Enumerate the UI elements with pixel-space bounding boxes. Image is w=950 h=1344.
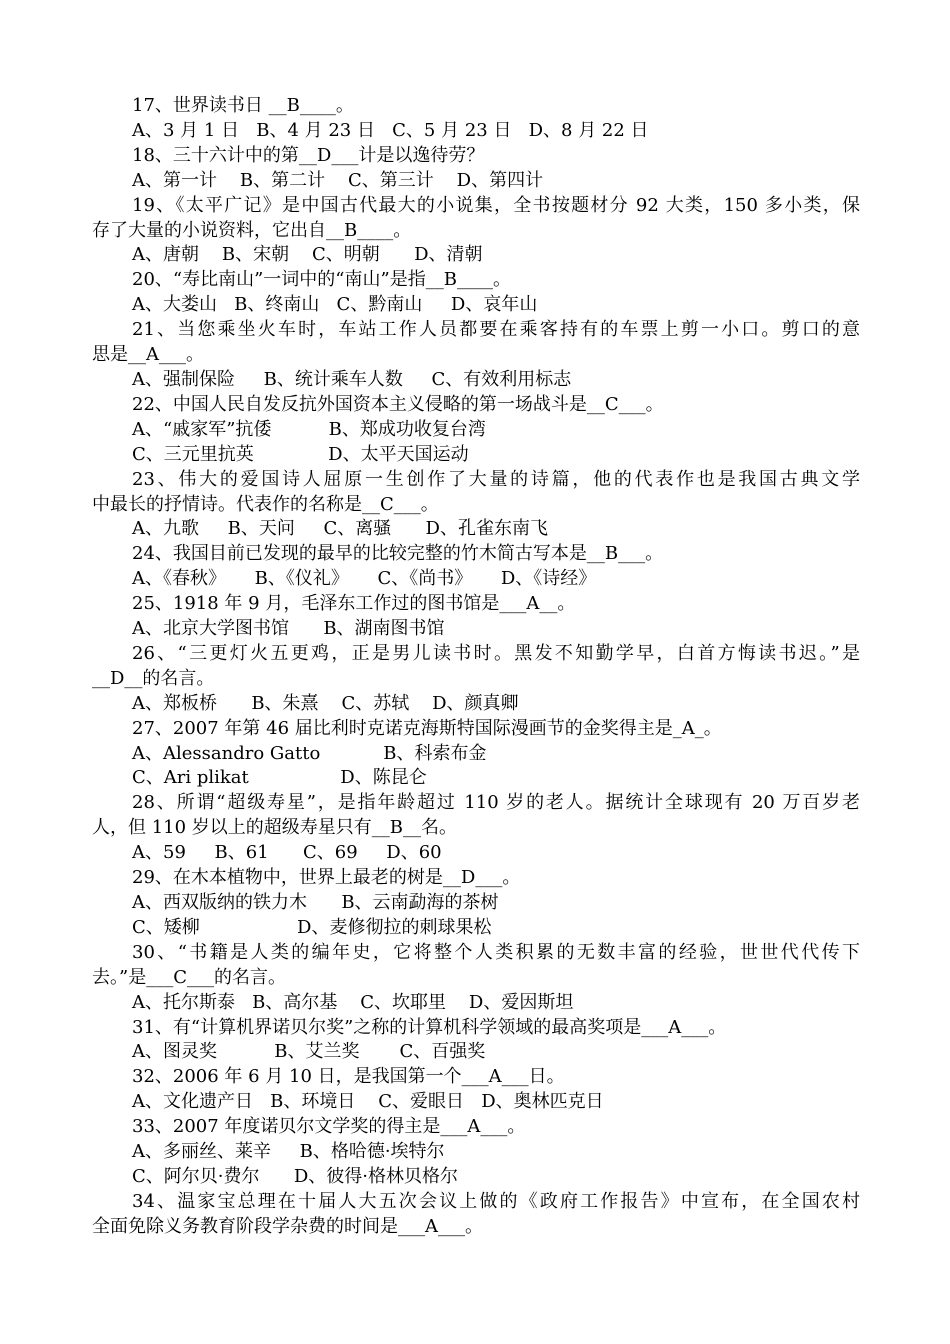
text-line: 全面免除义务教育阶段学杂费的时间是___A___。 xyxy=(92,1215,483,1237)
text-line: 思是__A___。 xyxy=(92,344,204,366)
text-line: A、图灵奖 B、艾兰奖 C、百强奖 xyxy=(132,1041,486,1063)
text-line: 33、2007 年度诺贝尔文学奖的得主是___A___。 xyxy=(132,1116,526,1138)
text-line: A、59 B、61 C、69 D、60 xyxy=(132,842,442,864)
text-line: 20、“寿比南山”一词中的“南山”是指__B____。 xyxy=(132,269,511,291)
text-line: __D__的名言。 xyxy=(92,667,215,689)
text-line: 21、当您乘坐火车时，车站工作人员都要在乘客持有的车票上剪一小口。剪口的意 xyxy=(132,319,860,341)
text-line: C、阿尔贝·费尔 D、彼得·格林贝格尔 xyxy=(132,1165,458,1187)
text-line: 28、所谓“超级寿星”，是指年龄超过 110 岁的老人。据统计全球现有 20 万百岁老 xyxy=(132,792,860,814)
text-line: 24、我国目前已发现的最早的比较完整的竹木简古写本是__B___。 xyxy=(132,543,664,565)
text-line: 31、有“计算机界诺贝尔奖”之称的计算机科学领域的最高奖项是___A___。 xyxy=(132,1016,727,1038)
text-line: 27、2007 年第 46 届比利时克诺克海斯特国际漫画节的金奖得主是_A_。 xyxy=(132,717,722,739)
text-line: A、唐朝 B、宋朝 C、明朝 D、清朝 xyxy=(132,244,483,266)
text-line: C、Ari plikat D、陈昆仑 xyxy=(132,767,427,789)
text-line: 中最长的抒情诗。代表作的名称是__C___。 xyxy=(92,493,439,515)
text-line: C、矮柳 D、麦修彻拉的刺球果松 xyxy=(132,916,492,938)
text-line: 25、1918 年 9 月，毛泽东工作过的图书馆是___A__。 xyxy=(132,593,576,615)
text-line: A、托尔斯泰 B、高尔基 C、坎耶里 D、爱因斯坦 xyxy=(132,991,574,1013)
text-line: 19、《太平广记》是中国古代最大的小说集，全书按题材分 92 大类，150 多小类，保 xyxy=(132,194,860,216)
text-line: A、第一计 B、第二计 C、第三计 D、第四计 xyxy=(132,169,544,191)
document-body xyxy=(92,94,860,1240)
text-line: A、文化遗产日 B、环境日 C、爱眼日 D、奥林匹克日 xyxy=(132,1091,604,1113)
text-line: 22、中国人民自发反抗外国资本主义侵略的第一场战斗是__C___。 xyxy=(132,393,664,415)
text-line: 34、温家宝总理在十届人大五次会议上做的《政府工作报告》中宣布，在全国农村 xyxy=(132,1190,860,1212)
text-line: A、九歌 B、天问 C、离骚 D、孔雀东南飞 xyxy=(132,518,548,540)
text-line: 17、世界读书日 __B____。 xyxy=(132,95,354,116)
text-line: 30、“书籍是人类的编年史，它将整个人类积累的无数丰富的经验，世世代代传下 xyxy=(132,941,860,963)
text-line: A、《春秋》 B、《仪礼》 C、《尚书》 D、《诗经》 xyxy=(132,568,597,590)
text-line: 去。”是___C___的名言。 xyxy=(92,966,286,988)
text-line: A、强制保险 B、统计乘车人数 C、有效利用标志 xyxy=(132,368,572,390)
text-line: A、3 月 1 日 B、4 月 23 日 C、5 月 23 日 D、8 月 22 日 xyxy=(132,119,649,141)
text-line: 32、2006 年 6 月 10 日，是我国第一个___A___日。 xyxy=(132,1066,565,1088)
text-line: 26、“三更灯火五更鸡，正是男儿读书时。黑发不知勤学早，白首方悔读书迟。”是 xyxy=(132,642,860,664)
text-line: 18、三十六计中的第__D___计是以逸待劳？ xyxy=(132,144,485,166)
text-line: 29、在木本植物中，世界上最老的树是__D___。 xyxy=(132,867,521,889)
text-line: A、Alessandro Gatto B、科索布金 xyxy=(132,742,487,764)
text-line: 人，但 110 岁以上的超级寿星只有__B__名。 xyxy=(92,817,458,839)
text-line: A、西双版纳的铁力木 B、云南勐海的茶树 xyxy=(132,892,499,913)
text-line: A、北京大学图书馆 B、湖南图书馆 xyxy=(132,618,445,640)
text-line: 23、伟大的爱国诗人屈原一生创作了大量的诗篇，他的代表作也是我国古典文学 xyxy=(132,468,860,490)
text-line: A、大娄山 B、终南山 C、黔南山 D、哀年山 xyxy=(132,294,538,316)
text-line: C、三元里抗英 D、太平天国运动 xyxy=(132,443,469,465)
text-line: A、“戚家军”抗倭 B、郑成功收复台湾 xyxy=(132,418,486,440)
text-line: A、多丽丝、莱辛 B、格哈德·埃特尔 xyxy=(132,1141,445,1163)
text-line: 存了大量的小说资料，它出自__B____。 xyxy=(92,219,412,241)
text-line: A、郑板桥 B、朱熹 C、苏轼 D、颜真卿 xyxy=(132,692,519,714)
